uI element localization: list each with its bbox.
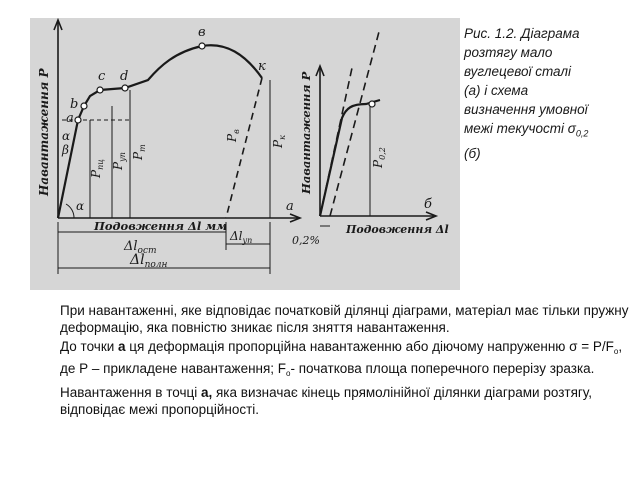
y-axis-label-a: Навантаження P — [37, 68, 51, 196]
y-axis-label-b: Навантаження P — [299, 71, 313, 194]
axis-end-label-b: б — [424, 197, 432, 212]
force-label-pc: $P_{пц}$ — [89, 159, 105, 178]
p2-mid: ця деформація пропорційна навантаженню або діючому напруженню σ = Р/F — [125, 339, 614, 354]
point-label-k: к — [258, 59, 266, 74]
caption-line: (б) — [464, 145, 481, 161]
figure-caption — [464, 24, 636, 163]
paragraph-2 — [60, 338, 630, 382]
paragraph-1: При навантаженні, яке відповідає початковій ділянці діаграми, матеріал має тільки пружну деформацію, яка повністю зникає після зняття навантаження. — [60, 303, 629, 335]
caption-line: визначення умовної — [464, 102, 588, 117]
caption-line: (а) і схема — [464, 83, 529, 98]
p2-start: До точки — [60, 339, 119, 354]
strain-label-ost: $\Delta l_{ост}$ — [124, 239, 157, 256]
caption-subscript: 0,2 — [575, 128, 589, 139]
p2-sub2: о — [286, 369, 291, 378]
offset-line-b — [330, 28, 380, 216]
point-v-marker — [199, 43, 205, 49]
body-text — [60, 302, 630, 420]
point-d-marker — [122, 85, 128, 91]
angle-label-alpha-slope: α — [62, 129, 71, 143]
force-label-p02: $P_{0,2}$ — [371, 147, 387, 168]
p2-mid2: , де Р – прикладене навантаження; F — [60, 339, 623, 376]
point-label-c: c — [98, 69, 106, 84]
point-label-a: a — [66, 111, 74, 126]
point-label-v: в — [198, 25, 206, 40]
p3-bold: а, — [200, 385, 213, 400]
p2-bold: а — [118, 339, 126, 354]
axis-end-label-a: a — [286, 199, 294, 214]
unloading-line-a — [226, 78, 262, 218]
caption-line: розтягу мало — [464, 45, 553, 60]
point-a-marker — [75, 117, 81, 123]
x-axis-label-a: Подовження Δl мм — [94, 219, 228, 233]
angle-label-beta: β — [62, 143, 69, 157]
tensile-diagram-svg — [30, 18, 460, 290]
p3-end: яка визначає кінець прямолінійної ділянки діаграми розтягу, відповідає межі пропорційності. — [60, 385, 592, 417]
x-axis-label-b: Подовження Δl — [346, 223, 449, 236]
caption-line: Рис. 1.2. Діаграма — [464, 26, 580, 41]
point-label-d: d — [120, 69, 129, 84]
stress-strain-curve-b — [320, 100, 380, 216]
force-label-pk: $P_к$ — [271, 135, 287, 148]
angle-label-alpha-axis: α — [76, 199, 85, 213]
force-label-pv: $P_в$ — [225, 129, 241, 142]
offset-label-b: 0,2% — [292, 234, 320, 247]
point-b2-marker — [369, 101, 375, 107]
point-b-marker — [81, 103, 87, 109]
angle-arc-alpha — [66, 204, 74, 218]
caption-line: вуглецевої сталі — [464, 64, 572, 79]
p2-sub1: о — [613, 347, 619, 356]
force-label-pt: $P_т$ — [131, 144, 147, 160]
force-label-pup: $P_{уп}$ — [111, 152, 127, 170]
tensile-diagram-figure — [30, 18, 460, 290]
p2-end: - початкова площа поперечного перерізу зразка. — [290, 361, 595, 376]
point-c-marker — [97, 87, 103, 93]
paragraph-3 — [60, 384, 630, 418]
caption-line — [464, 119, 636, 144]
strain-label-poln: $\Delta l_{полн}$ — [130, 252, 168, 270]
strain-label-up: $\Delta l_{уп}$ — [230, 229, 253, 245]
caption-text: межі текучості σ — [464, 121, 576, 136]
point-label-b: b — [70, 97, 79, 112]
p3-start: Навантаження в точці — [60, 385, 201, 400]
